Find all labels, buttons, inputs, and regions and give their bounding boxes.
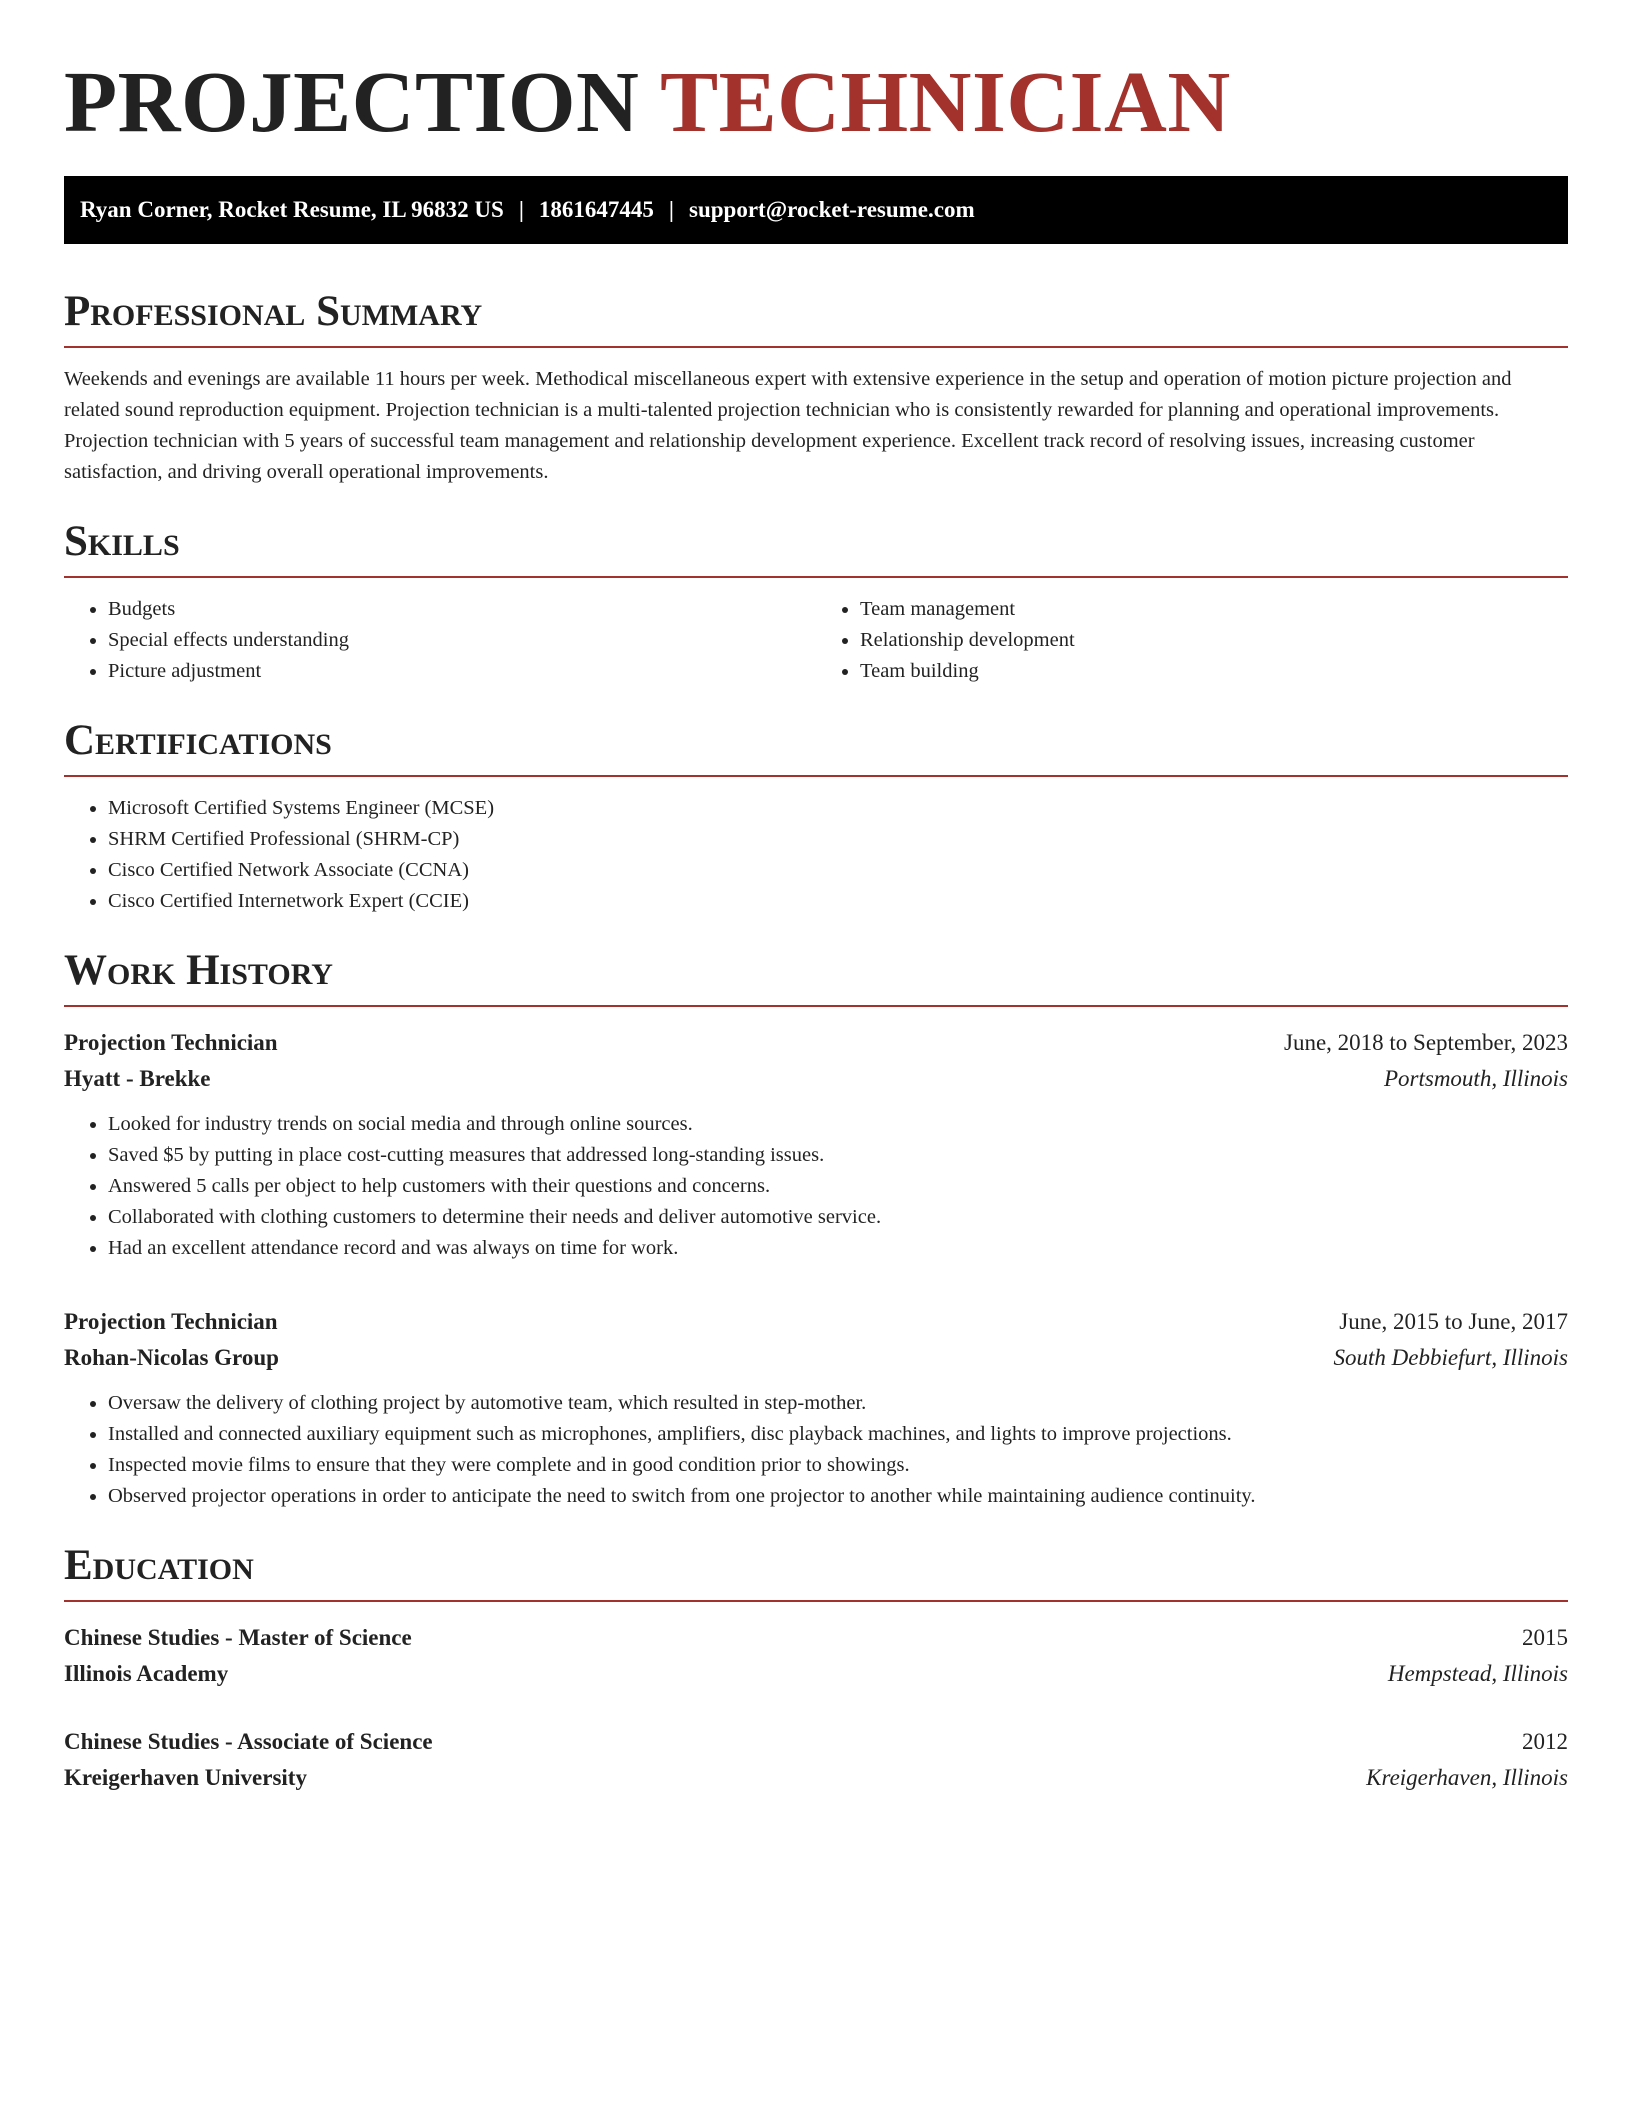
job-company: Rohan-Nicolas Group bbox=[64, 1345, 279, 1370]
education-degree-row bbox=[64, 1620, 1568, 1656]
job-bullet: • Collaborated with clothing customers to determine their needs and deliver automotive service. bbox=[108, 1202, 1568, 1233]
professional-summary-section bbox=[64, 288, 1568, 488]
job-dates: June, 2018 to September, 2023 bbox=[1284, 1030, 1568, 1055]
education-school-row bbox=[64, 1760, 1568, 1796]
education-year: 2012 bbox=[1522, 1729, 1568, 1754]
job-bullet: • Installed and connected auxiliary equipment such as microphones, amplifiers, disc playback machines, and lights to improve projections. bbox=[108, 1419, 1568, 1450]
certification-item: • Cisco Certified Network Associate (CCNA) bbox=[108, 855, 1568, 886]
skill-item: • Relationship development bbox=[860, 625, 1568, 656]
education-location: Hempstead, Illinois bbox=[1387, 1661, 1568, 1686]
contact-address: Ryan Corner, Rocket Resume, IL 96832 US bbox=[80, 197, 504, 222]
section-heading-skills: Skills bbox=[64, 518, 1568, 578]
education-school: Illinois Academy bbox=[64, 1661, 229, 1686]
skill-item: • Team building bbox=[860, 656, 1568, 687]
education-degree: Chinese Studies - Master of Science bbox=[64, 1625, 412, 1650]
skills-grid bbox=[64, 594, 1568, 687]
job-company-row bbox=[64, 1061, 1568, 1097]
job-entry bbox=[64, 1304, 1568, 1512]
job-bullet: • Inspected movie films to ensure that they were complete and in good condition prior to showings. bbox=[108, 1450, 1568, 1481]
skills-section bbox=[64, 518, 1568, 687]
job-bullet: • Answered 5 calls per object to help customers with their questions and concerns. bbox=[108, 1171, 1568, 1202]
section-heading-education: Education bbox=[64, 1542, 1568, 1602]
skills-list-right bbox=[816, 594, 1568, 687]
job-company: Hyatt - Brekke bbox=[64, 1066, 211, 1091]
education-school: Kreigerhaven University bbox=[64, 1765, 307, 1790]
job-title-row bbox=[64, 1304, 1568, 1340]
job-title-row bbox=[64, 1025, 1568, 1061]
certifications-section bbox=[64, 717, 1568, 917]
skill-item: • Picture adjustment bbox=[108, 656, 816, 687]
education-entry bbox=[64, 1724, 1568, 1796]
contact-separator: | bbox=[518, 197, 524, 222]
skill-item: • Team management bbox=[860, 594, 1568, 625]
work-history-section bbox=[64, 947, 1568, 1512]
certification-item: • SHRM Certified Professional (SHRM-CP) bbox=[108, 824, 1568, 855]
education-location: Kreigerhaven, Illinois bbox=[1366, 1765, 1568, 1790]
job-bullet: • Had an excellent attendance record and was always on time for work. bbox=[108, 1233, 1568, 1264]
education-year: 2015 bbox=[1522, 1625, 1568, 1650]
job-dates: June, 2015 to June, 2017 bbox=[1339, 1309, 1568, 1334]
section-heading-certifications: Certifications bbox=[64, 717, 1568, 777]
certification-item: • Microsoft Certified Systems Engineer (MCSE) bbox=[108, 793, 1568, 824]
job-bullets bbox=[64, 1109, 1568, 1264]
skill-item: • Budgets bbox=[108, 594, 816, 625]
job-location: Portsmouth, Illinois bbox=[1383, 1066, 1568, 1091]
job-bullet: • Looked for industry trends on social media and through online sources. bbox=[108, 1109, 1568, 1140]
education-degree-row bbox=[64, 1724, 1568, 1760]
job-title: Projection Technician bbox=[64, 1030, 278, 1055]
resume-title bbox=[64, 52, 1568, 152]
job-bullet: • Saved $5 by putting in place cost-cutting measures that addressed long-standing issues. bbox=[108, 1140, 1568, 1171]
title-word-primary: PROJECTION bbox=[64, 53, 640, 150]
job-company-row bbox=[64, 1340, 1568, 1376]
title-word-accent: TECHNICIAN bbox=[660, 53, 1231, 150]
education-degree: Chinese Studies - Associate of Science bbox=[64, 1729, 433, 1754]
education-section bbox=[64, 1542, 1568, 1796]
job-entry bbox=[64, 1025, 1568, 1264]
job-bullet: • Oversaw the delivery of clothing project by automotive team, which resulted in step-mother. bbox=[108, 1388, 1568, 1419]
education-entry bbox=[64, 1620, 1568, 1692]
section-heading-summary: Professional Summary bbox=[64, 288, 1568, 348]
job-location: South Debbiefurt, Illinois bbox=[1333, 1345, 1568, 1370]
certification-item: • Cisco Certified Internetwork Expert (CCIE) bbox=[108, 886, 1568, 917]
contact-separator: | bbox=[668, 197, 674, 222]
contact-bar bbox=[64, 176, 1568, 244]
job-bullet: • Observed projector operations in order to anticipate the need to switch from one projector to another while maintaining audience continuity. bbox=[108, 1481, 1568, 1512]
skill-item: • Special effects understanding bbox=[108, 625, 816, 656]
job-bullets bbox=[64, 1388, 1568, 1512]
skills-list-left bbox=[64, 594, 816, 687]
education-school-row bbox=[64, 1656, 1568, 1692]
section-heading-work-history: Work History bbox=[64, 947, 1568, 1007]
contact-email: support@rocket-resume.com bbox=[689, 197, 975, 222]
job-title: Projection Technician bbox=[64, 1309, 278, 1334]
certifications-list bbox=[64, 793, 1568, 917]
contact-phone: 1861647445 bbox=[538, 197, 654, 222]
summary-text: Weekends and evenings are available 11 hours per week. Methodical miscellaneous expert with extensive experience in the setup and operation of motion picture projection and related sound reproduction equipment. Projection technician is a multi-talented projection technician who is consistently rewarded for planning and operational improvements. Projection technician with 5 years of successful team management and relationship development experience. Excellent track record of resolving issues, increasing customer satisfaction, and driving overall operational improvements. bbox=[64, 368, 1512, 483]
